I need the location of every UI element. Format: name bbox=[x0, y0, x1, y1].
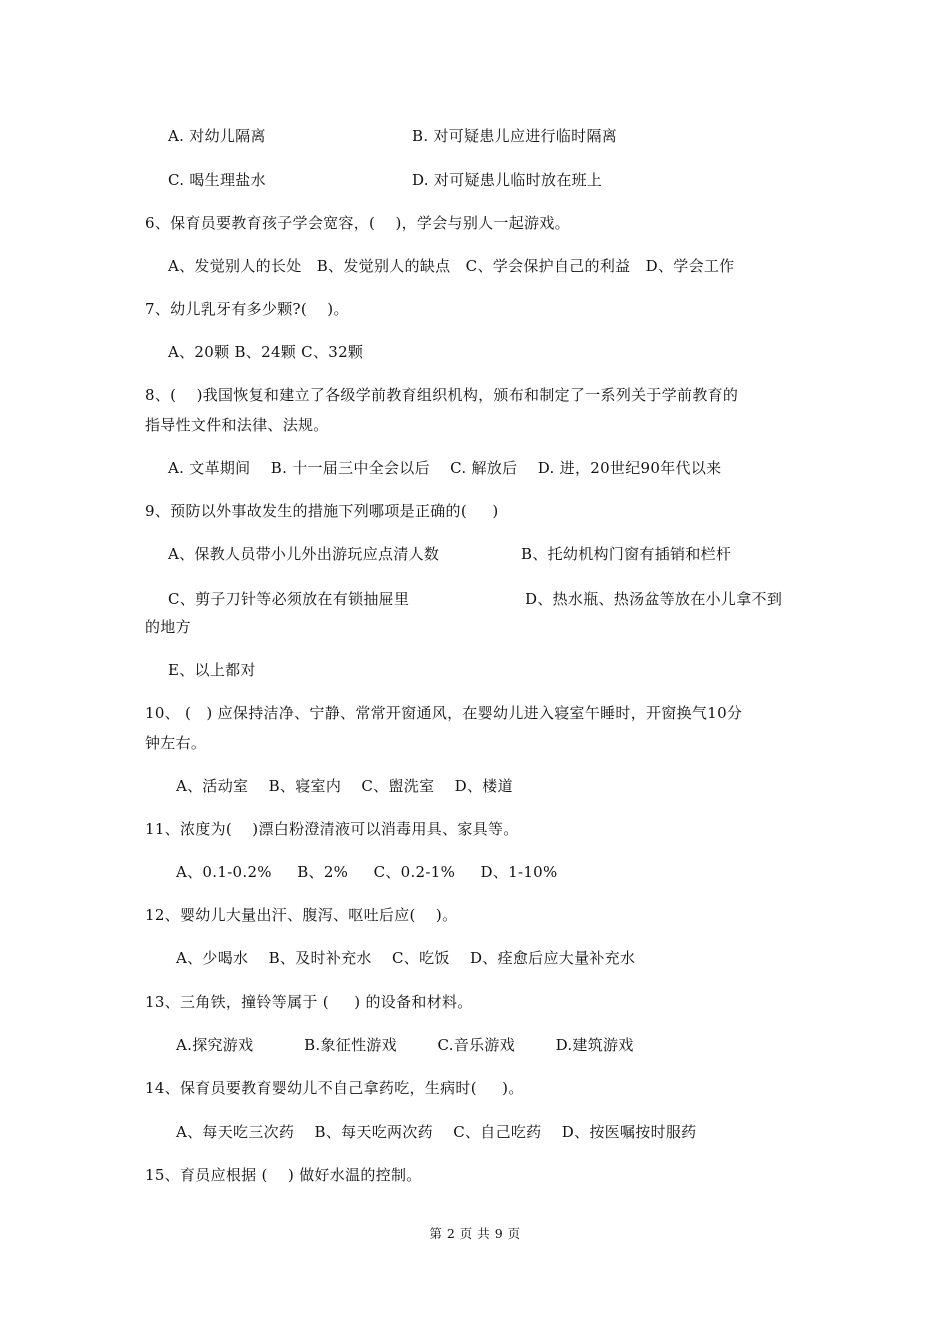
q15-stem: 15、育员应根据 ( ) 做好水温的控制。 bbox=[145, 1166, 422, 1184]
q5-option-c: C. 喝生理盐水 bbox=[168, 171, 266, 189]
q9-option-a: A、保教人员带小儿外出游玩应点清人数 bbox=[168, 545, 440, 563]
q11-options: A、0.1-0.2% B、2% C、0.2-1% D、1-10% bbox=[176, 863, 558, 881]
q5-option-a: A. 对幼儿隔离 bbox=[168, 127, 266, 145]
q11-stem: 11、浓度为( )漂白粉澄清液可以消毒用具、家具等。 bbox=[145, 820, 519, 838]
q6-options: A、发觉别人的长处 B、发觉别人的缺点 C、学会保护自己的利益 D、学会工作 bbox=[168, 257, 735, 275]
q8-stem-line2: 指导性文件和法律、法规。 bbox=[145, 416, 329, 434]
q10-options: A、活动室 B、寝室内 C、盥洗室 D、楼道 bbox=[176, 777, 513, 795]
q6-stem: 6、保育员要教育孩子学会宽容，( )，学会与别人一起游戏。 bbox=[145, 214, 570, 232]
q10-stem-line2: 钟左右。 bbox=[145, 734, 207, 752]
q8-options: A. 文革期间 B. 十一届三中全会以后 C. 解放后 D. 进，20世纪90年代以来 bbox=[168, 459, 722, 477]
page-footer: 第 2 页 共 9 页 bbox=[429, 1226, 521, 1241]
q13-stem: 13、三角铁，撞铃等属于 ( ) 的设备和材料。 bbox=[145, 993, 473, 1011]
q7-options: A、20颗 B、24颗 C、32颗 bbox=[168, 343, 364, 361]
q9-option-c: C、剪子刀针等必须放在有锁抽屉里 bbox=[168, 590, 410, 608]
q7-stem: 7、幼儿乳牙有多少颗?( )。 bbox=[145, 300, 349, 318]
q9-option-b: B、托幼机构门窗有插销和栏杆 bbox=[521, 545, 732, 563]
q14-options: A、每天吃三次药 B、每天吃两次药 C、自己吃药 D、按医嘱按时服药 bbox=[176, 1123, 697, 1141]
q13-options: A.探究游戏 B.象征性游戏 C.音乐游戏 D.建筑游戏 bbox=[176, 1036, 634, 1054]
q9-stem: 9、预防以外事故发生的措施下列哪项是正确的( ) bbox=[145, 502, 499, 520]
q9-option-d-continued: 的地方 bbox=[145, 618, 191, 636]
q5-option-b: B. 对可疑患儿应进行临时隔离 bbox=[412, 127, 618, 145]
q14-stem: 14、保育员要教育婴幼儿不自己拿药吃，生病时( )。 bbox=[145, 1079, 524, 1097]
q10-stem-line1: 10、 ( ) 应保持洁净、宁静、常常开窗通风，在婴幼儿进入寝室午睡时，开窗换气10分 bbox=[145, 704, 743, 722]
q8-stem-line1: 8、( )我国恢复和建立了各级学前教育组织机构，颁布和制定了一系列关于学前教育的 bbox=[145, 386, 739, 404]
q5-option-d: D. 对可疑患儿临时放在班上 bbox=[412, 171, 603, 189]
q12-stem: 12、婴幼儿大量出汗、腹泻、呕吐后应( )。 bbox=[145, 906, 458, 924]
q9-option-e: E、以上都对 bbox=[168, 661, 256, 679]
q9-option-d: D、热水瓶、热汤盆等放在小儿拿不到 bbox=[525, 590, 783, 608]
q12-options: A、少喝水 B、及时补充水 C、吃饭 D、痊愈后应大量补充水 bbox=[176, 949, 636, 967]
